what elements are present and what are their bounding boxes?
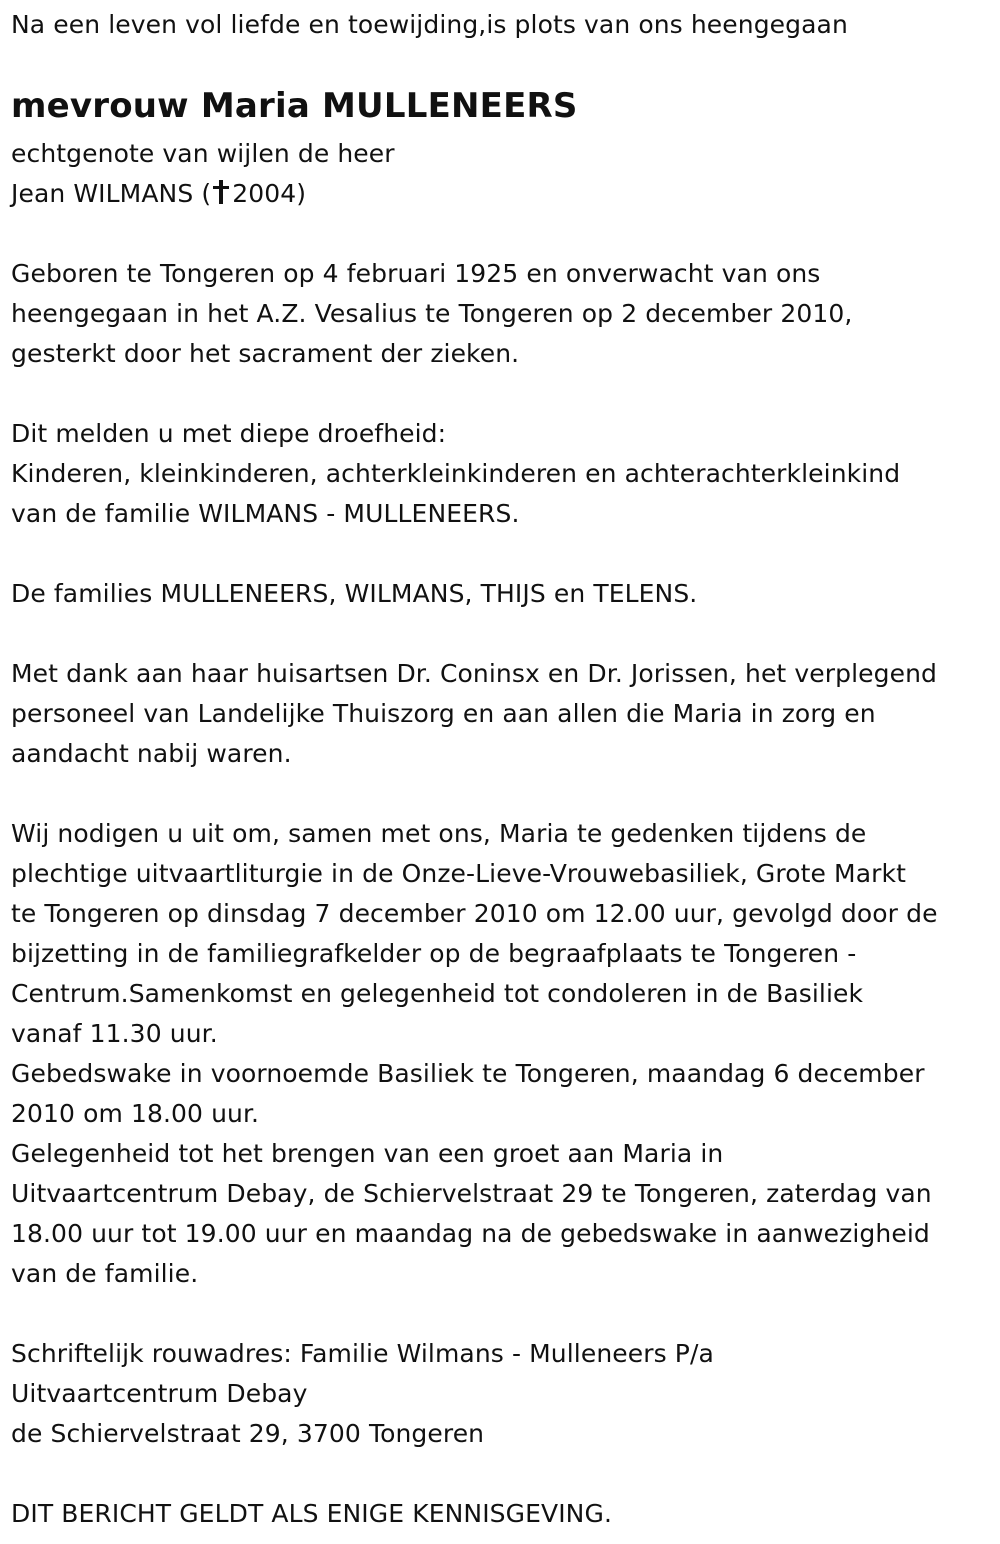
paragraph-line: bijzetting in de familiegrafkelder op de begraafplaats te Tongeren -	[11, 939, 857, 968]
paragraph-line: 2010 om 18.00 uur.	[11, 1099, 260, 1128]
ceremony-paragraph	[11, 814, 996, 1294]
address-paragraph	[11, 1334, 996, 1454]
paragraph-line: Gebedswake in voornoemde Basiliek te Tongeren, maandag 6 december	[11, 1059, 925, 1088]
birth-death-paragraph	[11, 254, 996, 374]
paragraph-line: Uitvaartcentrum Debay	[11, 1379, 308, 1408]
spouse-death-year: 2004)	[232, 179, 307, 208]
paragraph-line: Gelegenheid tot het brengen van een groet aan Maria in	[11, 1139, 724, 1168]
paragraph-line: plechtige uitvaartliturgie in de Onze-Lieve-Vrouwebasiliek, Grote Markt	[11, 859, 907, 888]
spouse-name-line	[11, 174, 996, 214]
paragraph-spacer	[11, 374, 996, 414]
notice-body	[11, 134, 996, 1534]
paragraph-line: 18.00 uur tot 19.00 uur en maandag na de gebedswake in aanwezigheid	[11, 1219, 930, 1248]
paragraph-line: De families MULLENEERS, WILMANS, THIJS en TELENS.	[11, 579, 698, 608]
paragraph-line: heengegaan in het A.Z. Vesalius te Tongeren op 2 december 2010,	[11, 299, 853, 328]
announcers-paragraph	[11, 414, 996, 534]
paragraph-spacer	[11, 774, 996, 814]
paragraph-line: van de familie WILMANS - MULLENEERS.	[11, 499, 520, 528]
paragraph-spacer	[11, 1454, 996, 1494]
thanks-paragraph	[11, 654, 996, 774]
paragraph-line: personeel van Landelijke Thuiszorg en aan allen die Maria in zorg en	[11, 699, 876, 728]
paragraph-line: Dit melden u met diepe droefheid:	[11, 419, 447, 448]
intro-text: Na een leven vol liefde en toewijding,is plots van ons heengegaan	[11, 10, 848, 39]
paragraph-line: de Schiervelstraat 29, 3700 Tongeren	[11, 1419, 485, 1448]
paragraph-line: Centrum.Samenkomst en gelegenheid tot condoleren in de Basiliek	[11, 979, 864, 1008]
paragraph-line: gesterkt door het sacrament der zieken.	[11, 339, 520, 368]
paragraph-spacer	[11, 614, 996, 654]
spouse-line: echtgenote van wijlen de heer	[11, 139, 395, 168]
paragraph-spacer	[11, 1294, 996, 1334]
paragraph-line: Wij nodigen u uit om, samen met ons, Maria te gedenken tijdens de	[11, 819, 867, 848]
paragraph-line: Geboren te Tongeren op 4 februari 1925 en onverwacht van ons	[11, 259, 821, 288]
paragraph-spacer	[11, 214, 996, 254]
paragraph-line: Schriftelijk rouwadres: Familie Wilmans - Mulleneers P/a	[11, 1339, 714, 1368]
closing-notice: DIT BERICHT GELDT ALS ENIGE KENNISGEVING.	[11, 1499, 612, 1528]
paragraph-line: Met dank aan haar huisartsen Dr. Coninsx en Dr. Jorissen, het verplegend	[11, 659, 937, 688]
latin-cross-icon	[212, 180, 230, 204]
paragraph-line: vanaf 11.30 uur.	[11, 1019, 218, 1048]
paragraph-line: van de familie.	[11, 1259, 199, 1288]
families-paragraph	[11, 574, 996, 614]
paragraph-line: aandacht nabij waren.	[11, 739, 292, 768]
paragraph-spacer	[11, 534, 996, 574]
paragraph-line: Uitvaartcentrum Debay, de Schiervelstraat 29 te Tongeren, zaterdag van	[11, 1179, 932, 1208]
paragraph-line: te Tongeren op dinsdag 7 december 2010 om 12.00 uur, gevolgd door de	[11, 899, 938, 928]
spouse-name: Jean WILMANS (	[11, 179, 212, 208]
deceased-name: mevrouw Maria MULLENEERS	[11, 86, 578, 126]
paragraph-line: Kinderen, kleinkinderen, achterkleinkinderen en achterachterkleinkind	[11, 459, 901, 488]
